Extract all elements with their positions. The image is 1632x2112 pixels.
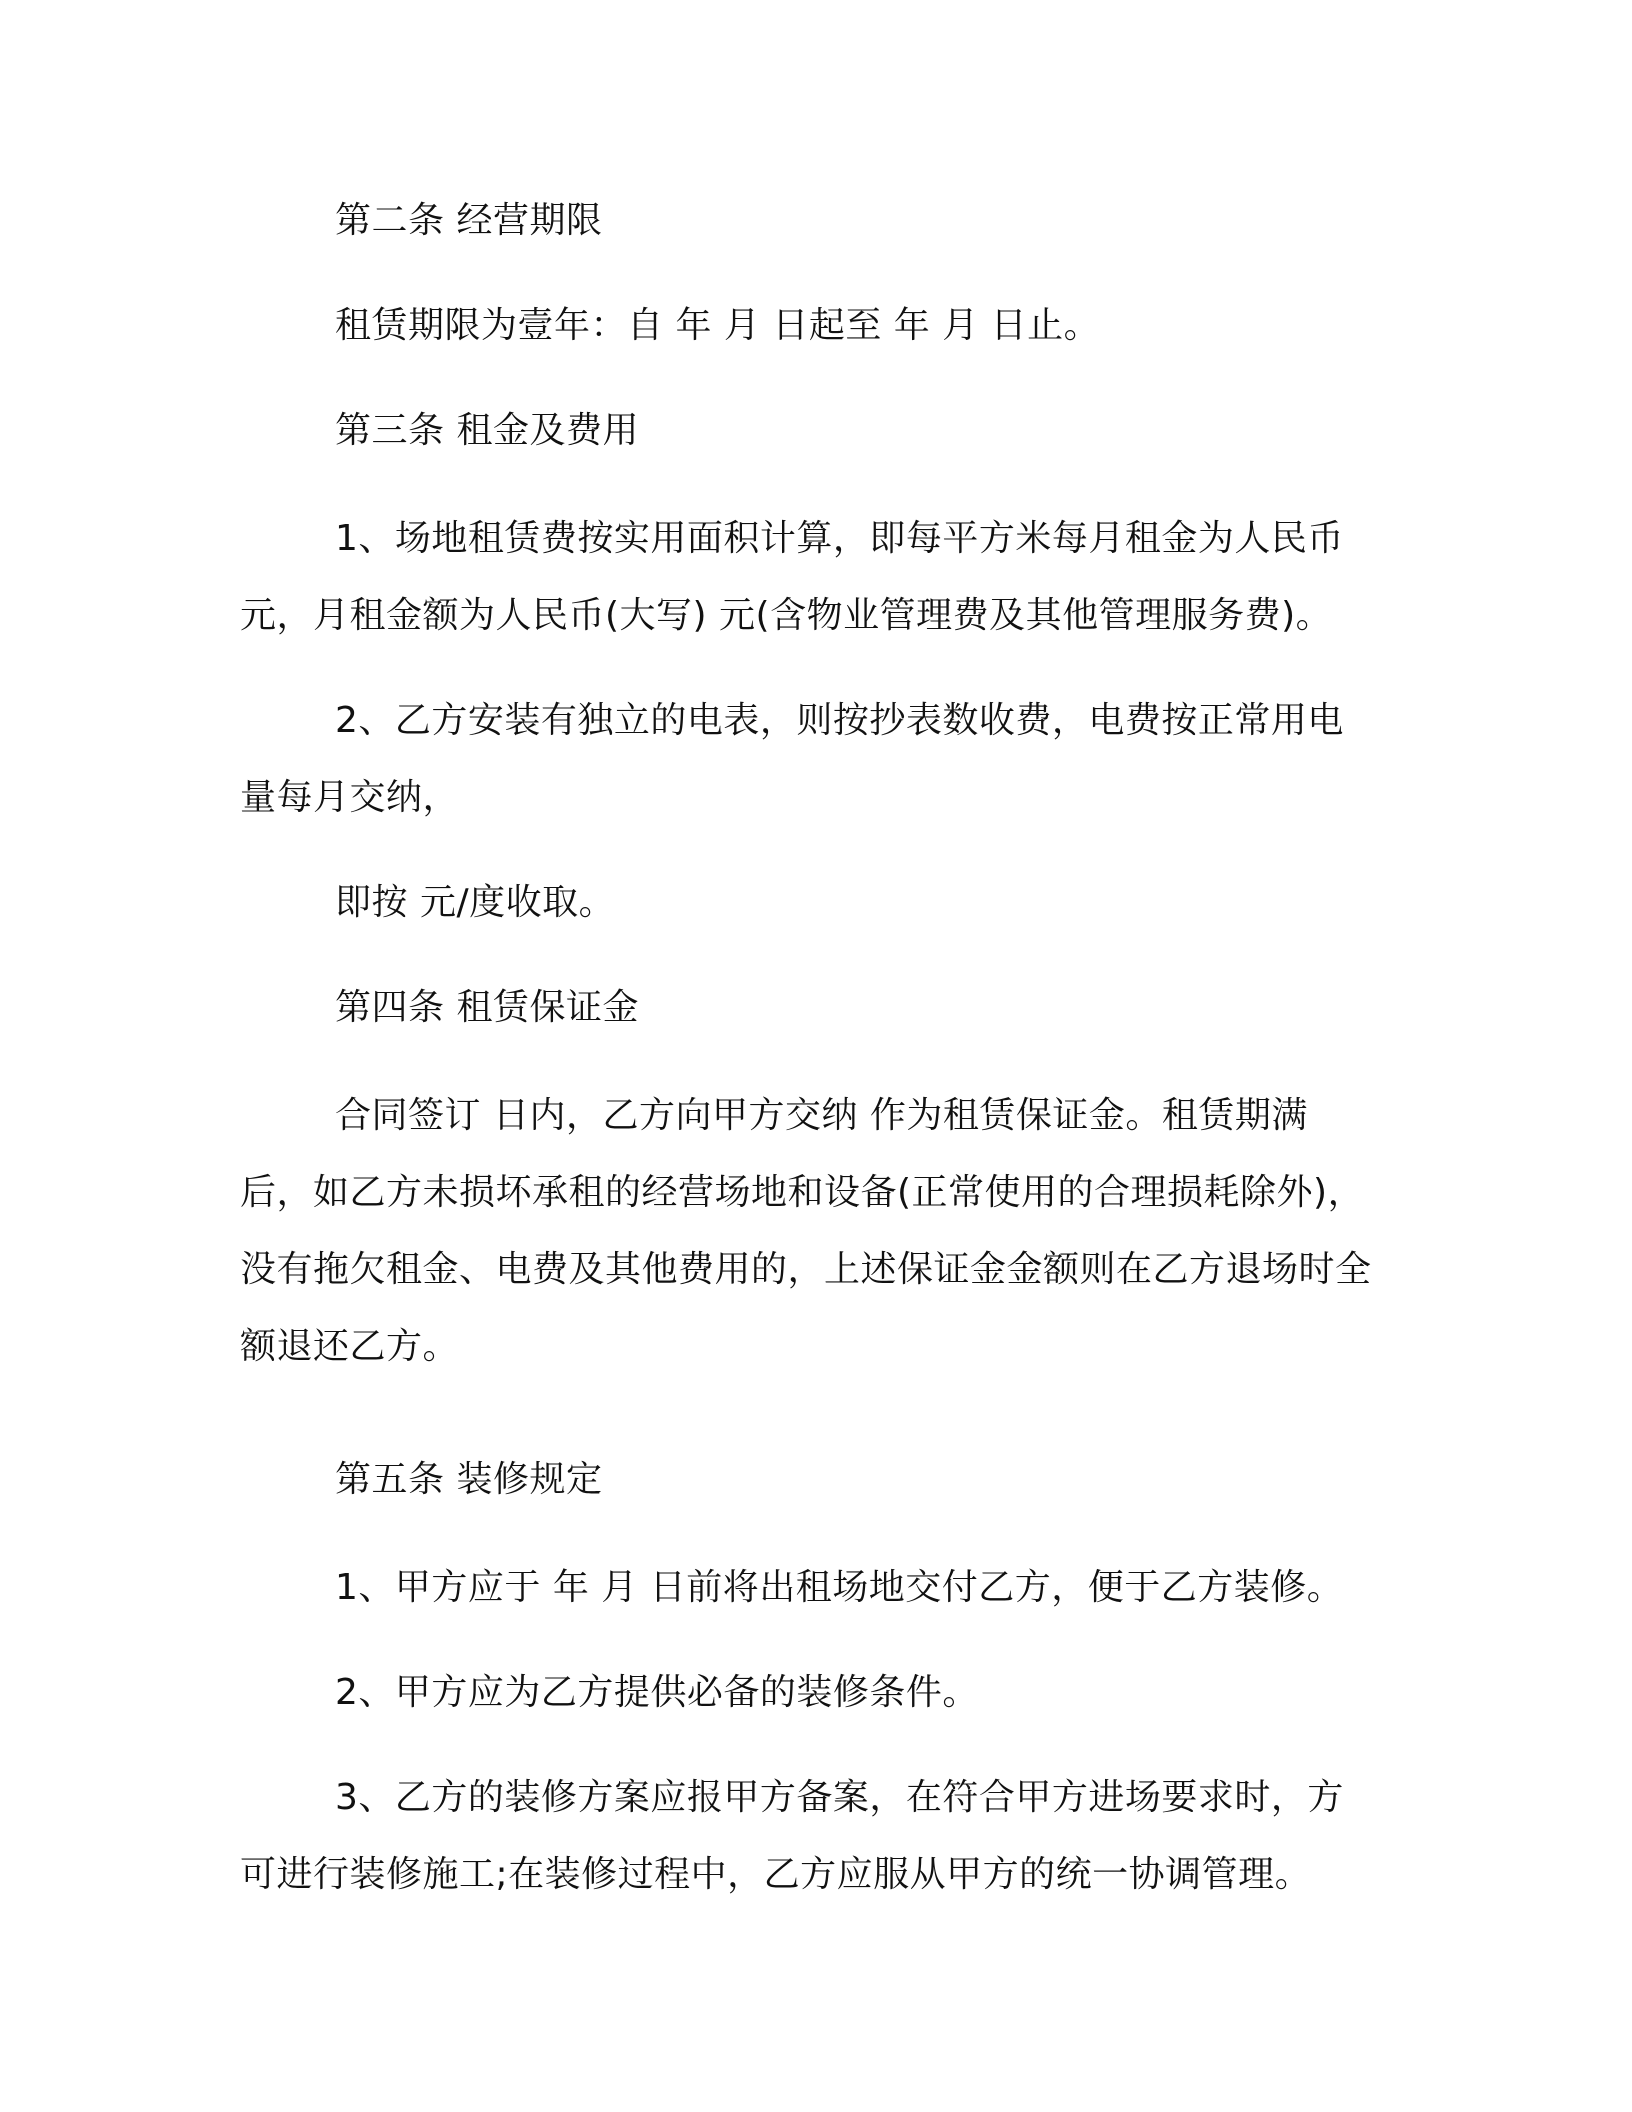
deposit-paragraph: 合同签订 日内，乙方向甲方交纳 作为租赁保证金。租赁期满后，如乙方未损坏承租的经营场地和设备(正常使用的合理损耗除外)，没有拖欠租金、电费及其他费用的，上述保证金金额则在乙方退场时全额退还乙方。 (240, 1095, 1372, 1367)
article-3-heading: 第三条 租金及费用 (335, 410, 639, 451)
rent-fee-paragraph: 1、场地租赁费按实用面积计算，即每平方米每月租金为人民币 元，月租金额为人民币(大写) 元(含物业管理费及其他管理服务费)。 (240, 518, 1344, 636)
renovation-item-1: 1、甲方应于 年 月 日前将出租场地交付乙方，便于乙方装修。 (335, 1567, 1344, 1608)
electricity-fee-paragraph: 2、乙方安装有独立的电表，则按抄表数收费，电费按正常用电量每月交纳， (240, 700, 1344, 818)
electricity-rate-paragraph: 即按 元/度收取。 (335, 882, 616, 923)
renovation-item-2: 2、甲方应为乙方提供必备的装修条件。 (335, 1672, 979, 1713)
article-5-heading: 第五条 装修规定 (335, 1459, 603, 1500)
renovation-item-3: 3、乙方的装修方案应报甲方备案，在符合甲方进场要求时，方可进行装修施工;在装修过程中，乙方应服从甲方的统一协调管理。 (240, 1777, 1344, 1895)
document-body (240, 182, 1380, 1913)
article-4-heading: 第四条 租赁保证金 (335, 987, 639, 1028)
lease-term-paragraph: 租赁期限为壹年：自 年 月 日起至 年 月 日止。 (335, 305, 1101, 346)
article-2-heading: 第二条 经营期限 (335, 200, 603, 241)
